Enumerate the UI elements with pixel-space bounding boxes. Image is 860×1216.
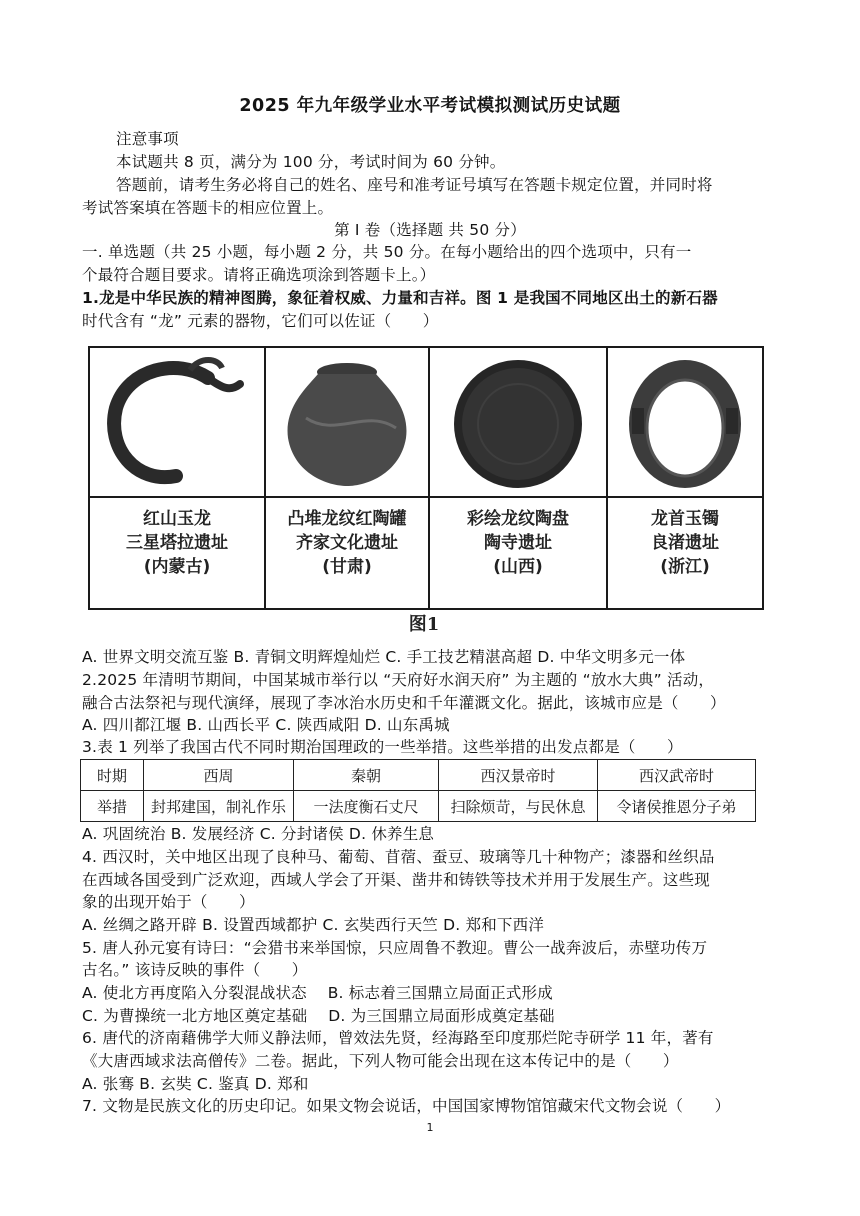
table-cell: 西汉景帝时 [439,760,598,791]
item-name: 红山玉龙 [143,509,211,529]
q4-stem-1: 4. 西汉时，关中地区出现了良种马、葡萄、苜蓿、蚕豆、玻璃等几十种物产；漆器和丝织品 [82,848,715,866]
q3-stem: 3.表 1 列举了我国古代不同时期治国理政的一些举措。这些举措的出发点都是（ ） [82,738,683,756]
item-region: (甘肃) [322,557,372,577]
figure-item-painted-plate [430,348,608,608]
caption-divider [266,496,428,498]
table-cell: 一法度衡石丈尺 [294,791,439,822]
table-cell: 扫除烦苛，与民休息 [439,791,598,822]
figure-grid [88,346,764,610]
item-region: (浙江) [660,557,710,577]
item-site: 三星塔拉遗址 [126,533,228,553]
caption-divider [90,496,264,498]
q5-stem-2: 古名。” 该诗反映的事件（ ） [82,961,308,979]
figure-item-pottery-jar [266,348,430,608]
exam-title: 2025 年九年级学业水平考试模拟测试历史试题 [239,96,621,116]
q6-stem-2: 《大唐西域求法高僧传》二卷。据此，下列人物可能会出现在这本传记中的是（ ） [82,1052,679,1070]
q7-stem: 7. 文物是民族文化的历史印记。如果文物会说话，中国国家博物馆馆藏宋代文物会说（ ） [82,1097,731,1115]
table-row [81,791,756,822]
caption-divider [430,496,606,498]
table-cell: 令诸侯推恩分子弟 [598,791,756,822]
table-cell: 封邦建国，制礼作乐 [144,791,294,822]
item-region: (山西) [493,557,543,577]
notice-line-1: 本试题共 8 页，满分为 100 分，考试时间为 60 分钟。 [116,153,506,171]
figure-1 [88,346,762,636]
painted-plate-image [430,348,606,496]
q5-stem-1: 5. 唐人孙元宴有诗曰：“会猎书来举国惊，只应周鲁不教迎。曹公一战奔波后，赤壁功传万 [82,939,708,957]
table-cell: 时期 [81,760,144,791]
part-instructions-2: 个最符合题目要求。请将正确选项涂到答题卡上。） [82,266,436,284]
item-name: 彩绘龙纹陶盘 [467,509,569,529]
jade-dragon-image [90,348,264,496]
item-site: 良渚遗址 [651,533,719,553]
q3-table [80,759,756,822]
item-region: (内蒙古) [143,557,211,577]
figure-item-jade-bracelet [608,348,762,608]
q2-stem-2: 融合古法祭祀与现代演绎，展现了李冰治水历史和千年灌溉文化。据此，该城市应是（ ） [82,694,726,712]
q2-options: A. 四川都江堰 B. 山西长平 C. 陕西咸阳 D. 山东禹城 [82,716,450,734]
q1-stem-2: 时代含有 “龙” 元素的器物，它们可以佐证（ ） [82,312,439,330]
table-cell: 西周 [144,760,294,791]
item-site: 齐家文化遗址 [296,533,398,553]
q4-stem-2: 在西域各国受到广泛欢迎，西域人学会了开渠、凿井和铸铁等技术并用于发展生产。这些现 [82,871,711,889]
figure-item-jade-dragon [90,348,266,608]
part-instructions-1: 一. 单选题（共 25 小题，每小题 2 分，共 50 分。在每小题给出的四个选项中，只有一 [82,243,692,261]
notice-line-2a: 答题前，请考生务必将自己的姓名、座号和准考证号填写在答题卡规定位置，并同时将 [116,176,713,194]
table-cell: 举措 [81,791,144,822]
q6-options: A. 张骞 B. 玄奘 C. 鉴真 D. 郑和 [82,1075,309,1093]
q3-options: A. 巩固统治 B. 发展经济 C. 分封诸侯 D. 休养生息 [82,825,435,843]
notice-line-2b: 考试答案填在答题卡的相应位置上。 [82,199,334,217]
notice-heading: 注意事项 [116,130,179,148]
section-heading: 第 Ⅰ 卷（选择题 共 50 分） [334,221,526,239]
item-name: 凸堆龙纹红陶罐 [287,509,407,529]
item-site: 陶寺遗址 [484,533,552,553]
q5-options-1: A. 使北方再度陷入分裂混战状态 B. 标志着三国鼎立局面正式形成 [82,984,553,1002]
pottery-jar-image [266,348,428,496]
q4-stem-3: 象的出现开始于（ ） [82,893,255,911]
table-cell: 西汉武帝时 [598,760,756,791]
item-name: 龙首玉镯 [651,509,719,529]
q1-options: A. 世界文明交流互鉴 B. 青铜文明辉煌灿烂 C. 手工技艺精湛高超 D. 中华文明多元一体 [82,648,686,666]
jade-bracelet-image [608,348,762,496]
caption-divider [608,496,762,498]
table-cell: 秦朝 [294,760,439,791]
q6-stem-1: 6. 唐代的济南藉佛学大师义静法师，曾效法先贤，经海路至印度那烂陀寺研学 11 年，著有 [82,1029,714,1047]
figure-label: 图1 [408,614,440,635]
q1-stem-1: 1.龙是中华民族的精神图腾，象征着权威、力量和吉祥。图 1 是我国不同地区出土的新石器 [82,289,718,307]
q5-options-2: C. 为曹操统一北方地区奠定基础 D. 为三国鼎立局面形成奠定基础 [82,1007,555,1025]
table-header-row [81,760,756,791]
q4-options: A. 丝绸之路开辟 B. 设置西域都护 C. 玄奘西行天竺 D. 郑和下西洋 [82,916,545,934]
q2-stem-1: 2.2025 年清明节期间，中国某城市举行以 “天府好水润天府” 为主题的 “放水大典” 活动， [82,671,715,689]
page-number: 1 [426,1121,434,1134]
